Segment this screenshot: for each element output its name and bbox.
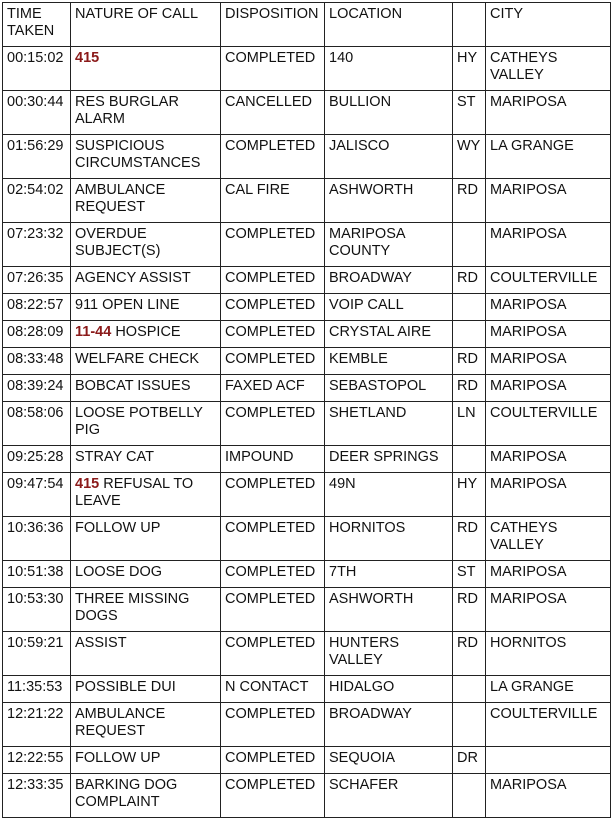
cell-suffix: RD	[453, 517, 486, 561]
cell-suffix	[453, 446, 486, 473]
nature-text: STRAY CAT	[75, 449, 154, 465]
cell-nature	[71, 223, 221, 267]
cell-disposition: CANCELLED	[221, 91, 325, 135]
cell-nature	[71, 135, 221, 179]
table-row	[3, 774, 611, 818]
cell-city: MARIPOSA	[486, 375, 611, 402]
cell-time: 09:25:28	[3, 446, 71, 473]
cell-disposition: IMPOUND	[221, 446, 325, 473]
cell-disposition: COMPLETED	[221, 223, 325, 267]
cell-city: MARIPOSA	[486, 321, 611, 348]
cell-city: MARIPOSA	[486, 91, 611, 135]
cell-nature	[71, 47, 221, 91]
cell-suffix: RD	[453, 632, 486, 676]
cell-nature	[71, 294, 221, 321]
cell-city: MARIPOSA	[486, 223, 611, 267]
cell-city: COULTERVILLE	[486, 402, 611, 446]
cell-location: SHETLAND	[325, 402, 453, 446]
cell-time: 10:59:21	[3, 632, 71, 676]
cell-time: 12:21:22	[3, 703, 71, 747]
cell-location: MARIPOSA COUNTY	[325, 223, 453, 267]
table-row	[3, 517, 611, 561]
cell-suffix: WY	[453, 135, 486, 179]
cell-time: 07:26:35	[3, 267, 71, 294]
table-row	[3, 561, 611, 588]
table-row	[3, 632, 611, 676]
cell-time: 10:53:30	[3, 588, 71, 632]
cell-disposition: COMPLETED	[221, 588, 325, 632]
cell-location: ASHWORTH	[325, 179, 453, 223]
table-row	[3, 402, 611, 446]
cell-location: 140	[325, 47, 453, 91]
cell-suffix	[453, 676, 486, 703]
nature-text: FOLLOW UP	[75, 750, 161, 766]
header-suffix	[453, 3, 486, 47]
cell-nature	[71, 321, 221, 348]
nature-text: THREE MISSING DOGS	[75, 591, 190, 624]
cell-time: 07:23:32	[3, 223, 71, 267]
cell-disposition: COMPLETED	[221, 321, 325, 348]
cell-suffix: RD	[453, 179, 486, 223]
nature-text: BOBCAT ISSUES	[75, 378, 191, 394]
cell-city: MARIPOSA	[486, 473, 611, 517]
cell-location: KEMBLE	[325, 348, 453, 375]
cell-nature	[71, 703, 221, 747]
cell-disposition: COMPLETED	[221, 267, 325, 294]
cell-city: MARIPOSA	[486, 588, 611, 632]
cell-suffix: HY	[453, 47, 486, 91]
cell-city: MARIPOSA	[486, 294, 611, 321]
table-row	[3, 179, 611, 223]
nature-text: HOSPICE	[115, 324, 181, 340]
cell-city: CATHEYS VALLEY	[486, 517, 611, 561]
cell-location: VOIP CALL	[325, 294, 453, 321]
nature-text: ASSIST	[75, 635, 127, 651]
cell-city: COULTERVILLE	[486, 267, 611, 294]
cell-city: MARIPOSA	[486, 446, 611, 473]
cell-disposition: COMPLETED	[221, 703, 325, 747]
cell-city: MARIPOSA	[486, 561, 611, 588]
cell-location: HORNITOS	[325, 517, 453, 561]
table-row	[3, 676, 611, 703]
nature-text: RES BURGLAR ALARM	[75, 94, 179, 127]
table-row	[3, 446, 611, 473]
table-row	[3, 348, 611, 375]
cell-time: 08:22:57	[3, 294, 71, 321]
table-row	[3, 294, 611, 321]
header-city: CITY	[486, 3, 611, 47]
header-time: TIME TAKEN	[3, 3, 71, 47]
cell-suffix: RD	[453, 588, 486, 632]
cell-disposition: COMPLETED	[221, 348, 325, 375]
cell-nature	[71, 375, 221, 402]
cell-location: SEQUOIA	[325, 747, 453, 774]
table-row	[3, 47, 611, 91]
nature-text: AMBULANCE REQUEST	[75, 706, 166, 739]
cell-suffix: ST	[453, 561, 486, 588]
table-row	[3, 375, 611, 402]
nature-text: AGENCY ASSIST	[75, 270, 191, 286]
table-row	[3, 135, 611, 179]
cell-location: SEBASTOPOL	[325, 375, 453, 402]
header-disposition: DISPOSITION	[221, 3, 325, 47]
cell-location: HIDALGO	[325, 676, 453, 703]
cell-city	[486, 747, 611, 774]
call-code: 415	[75, 476, 100, 492]
cell-time: 01:56:29	[3, 135, 71, 179]
cell-suffix: RD	[453, 267, 486, 294]
cell-city: MARIPOSA	[486, 179, 611, 223]
cell-time: 09:47:54	[3, 473, 71, 517]
cell-nature	[71, 91, 221, 135]
cell-suffix	[453, 223, 486, 267]
cell-time: 12:33:35	[3, 774, 71, 818]
cell-time: 08:33:48	[3, 348, 71, 375]
cell-time: 10:51:38	[3, 561, 71, 588]
cell-disposition: COMPLETED	[221, 632, 325, 676]
cell-location: CRYSTAL AIRE	[325, 321, 453, 348]
nature-text: BARKING DOG COMPLAINT	[75, 777, 178, 810]
cell-suffix: RD	[453, 348, 486, 375]
cell-nature	[71, 676, 221, 703]
cell-suffix	[453, 294, 486, 321]
nature-text: LOOSE DOG	[75, 564, 163, 580]
cell-nature	[71, 267, 221, 294]
cell-disposition: COMPLETED	[221, 473, 325, 517]
call-code: 11-44	[75, 324, 112, 340]
cell-suffix	[453, 321, 486, 348]
cell-time: 00:30:44	[3, 91, 71, 135]
cell-time: 10:36:36	[3, 517, 71, 561]
header-nature: NATURE OF CALL	[71, 3, 221, 47]
header-row	[3, 3, 611, 47]
cell-time: 08:28:09	[3, 321, 71, 348]
nature-text: REFUSAL TO LEAVE	[75, 476, 194, 509]
cell-nature	[71, 179, 221, 223]
cell-suffix: LN	[453, 402, 486, 446]
cell-disposition: COMPLETED	[221, 774, 325, 818]
cell-city: LA GRANGE	[486, 676, 611, 703]
call-log-table	[2, 2, 611, 818]
cell-nature	[71, 774, 221, 818]
table-row	[3, 223, 611, 267]
cell-nature	[71, 402, 221, 446]
cell-city: HORNITOS	[486, 632, 611, 676]
nature-text: WELFARE CHECK	[75, 351, 200, 367]
table-row	[3, 267, 611, 294]
cell-location: 7TH	[325, 561, 453, 588]
cell-nature	[71, 588, 221, 632]
nature-text: FOLLOW UP	[75, 520, 161, 536]
cell-city: LA GRANGE	[486, 135, 611, 179]
table-row	[3, 747, 611, 774]
cell-nature	[71, 348, 221, 375]
cell-location: SCHAFER	[325, 774, 453, 818]
cell-city: CATHEYS VALLEY	[486, 47, 611, 91]
cell-disposition: COMPLETED	[221, 517, 325, 561]
cell-nature	[71, 561, 221, 588]
cell-suffix: HY	[453, 473, 486, 517]
cell-location: ASHWORTH	[325, 588, 453, 632]
table-row	[3, 703, 611, 747]
cell-suffix: RD	[453, 375, 486, 402]
cell-nature	[71, 473, 221, 517]
cell-disposition: N CONTACT	[221, 676, 325, 703]
cell-nature	[71, 517, 221, 561]
table-row	[3, 91, 611, 135]
cell-nature	[71, 632, 221, 676]
cell-disposition: CAL FIRE	[221, 179, 325, 223]
cell-city: MARIPOSA	[486, 348, 611, 375]
nature-text: POSSIBLE DUI	[75, 679, 176, 695]
cell-location: DEER SPRINGS	[325, 446, 453, 473]
cell-disposition: COMPLETED	[221, 294, 325, 321]
table-row	[3, 473, 611, 517]
cell-time: 02:54:02	[3, 179, 71, 223]
cell-disposition: FAXED ACF	[221, 375, 325, 402]
nature-text: 911 OPEN LINE	[75, 297, 180, 313]
cell-time: 08:39:24	[3, 375, 71, 402]
cell-nature	[71, 446, 221, 473]
cell-city: COULTERVILLE	[486, 703, 611, 747]
table-row	[3, 321, 611, 348]
nature-text: OVERDUE SUBJECT(S)	[75, 226, 161, 259]
cell-location: HUNTERS VALLEY	[325, 632, 453, 676]
cell-suffix	[453, 703, 486, 747]
cell-nature	[71, 747, 221, 774]
cell-location: 49N	[325, 473, 453, 517]
cell-city: MARIPOSA	[486, 774, 611, 818]
call-code: 415	[75, 50, 100, 66]
header-location: LOCATION	[325, 3, 453, 47]
cell-time: 00:15:02	[3, 47, 71, 91]
cell-disposition: COMPLETED	[221, 561, 325, 588]
table-row	[3, 588, 611, 632]
cell-suffix: ST	[453, 91, 486, 135]
cell-disposition: COMPLETED	[221, 47, 325, 91]
cell-disposition: COMPLETED	[221, 402, 325, 446]
cell-suffix	[453, 774, 486, 818]
cell-time: 08:58:06	[3, 402, 71, 446]
cell-time: 11:35:53	[3, 676, 71, 703]
cell-location: BROADWAY	[325, 267, 453, 294]
nature-text: SUSPICIOUS CIRCUMSTANCES	[75, 138, 201, 171]
cell-time: 12:22:55	[3, 747, 71, 774]
nature-text: LOOSE POTBELLY PIG	[75, 405, 203, 438]
nature-text: AMBULANCE REQUEST	[75, 182, 166, 215]
cell-disposition: COMPLETED	[221, 747, 325, 774]
cell-location: BULLION	[325, 91, 453, 135]
cell-suffix: DR	[453, 747, 486, 774]
cell-disposition: COMPLETED	[221, 135, 325, 179]
cell-location: BROADWAY	[325, 703, 453, 747]
cell-location: JALISCO	[325, 135, 453, 179]
